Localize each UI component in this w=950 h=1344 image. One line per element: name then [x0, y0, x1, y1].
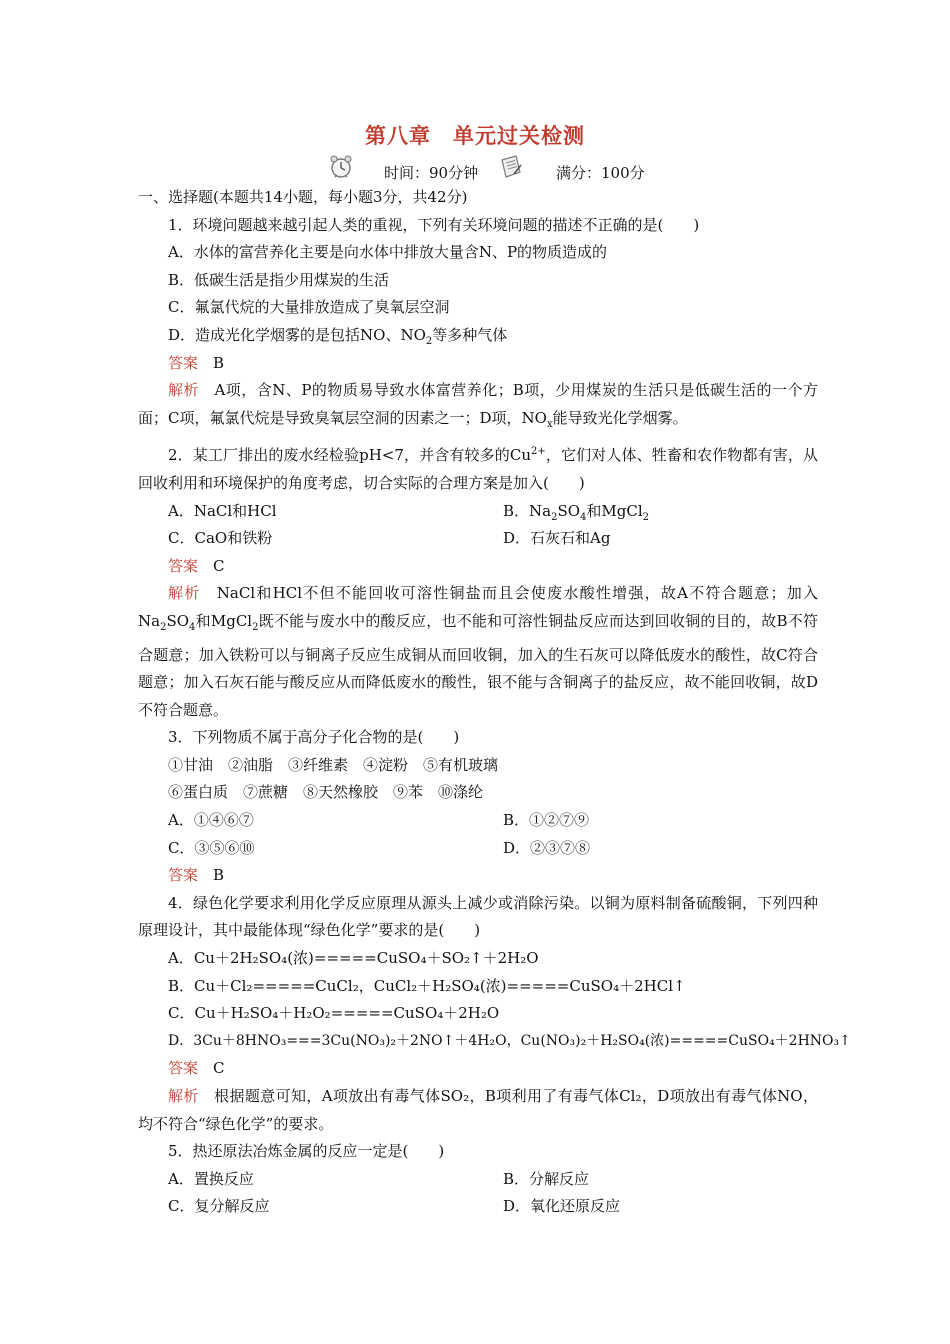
- question-3-options-cd: [138, 835, 818, 863]
- question-3-options-ab: [138, 807, 818, 835]
- question-1-option-c: C．氟氯代烷的大量排放造成了臭氧层空洞: [168, 298, 450, 317]
- question-4-answer: 答案 C: [168, 1059, 225, 1078]
- question-1-answer: 答案 B: [168, 353, 225, 372]
- full-score: 满分：100分: [556, 164, 645, 182]
- question-5-options-ab: [138, 1166, 818, 1194]
- answer-label: 答案: [168, 556, 199, 575]
- question-5-option-d: D．氧化还原反应: [503, 1197, 621, 1216]
- question-3-list-2: ⑥蛋白质 ⑦蔗糖 ⑧天然橡胶 ⑨苯 ⑩涤纶: [168, 783, 484, 802]
- question-2-option-c: C．CaO和铁粉: [168, 529, 273, 548]
- question-5-stem: 5．热还原法冶炼金属的反应一定是( ): [168, 1142, 445, 1161]
- question-2-option-a: A．NaCl和HCl: [168, 501, 277, 520]
- answer-label: 答案: [168, 1059, 199, 1078]
- time-limit: 时间：90分钟: [384, 164, 479, 182]
- exam-meta: [328, 158, 668, 184]
- question-3-option-c: C．③⑤⑥⑩: [168, 838, 255, 857]
- question-1-explanation: 解析 A项，含N、P的物质易导致水体富营养化；B项，少用煤炭的生活只是低碳生活的一个方面；C项，氟氯代烷是导致臭氧层空洞的因素之一；D项，$NO_x$能导致光化学烟雾。: [138, 381, 818, 430]
- question-3-list-1: ①甘油 ②油脂 ③纤维素 ④淀粉 ⑤有机玻璃: [168, 755, 499, 774]
- question-1-option-d: D．造成光化学烟雾的是包括NO、$NO_2$等多种气体: [168, 325, 508, 347]
- question-3-option-b: B．①②⑦⑨: [503, 811, 590, 830]
- question-5-option-c: C．复分解反应: [168, 1197, 270, 1216]
- question-body: [138, 184, 851, 1221]
- question-2-explanation: 解析 NaCl和HCl不但不能回收可溶性铜盐而且会使废水酸性增强，故A不符合题意；加入$Na_2SO_4$和MgCl$_2$既不能与废水中的酸反应，也不能和可溶性铜盐反应而达到回收铜的目的，故B不符合题意；加入铁粉可以与铜离子反应生成铜从而回收铜，加入的生石灰可以降低废水的酸性，故C符合题意；加入石灰石能与酸反应从而降低废水的酸性，银不能与含铜离子的盐反应，故不能回收铜，故D不符合题意。: [138, 584, 818, 719]
- question-5-options-cd: [138, 1193, 818, 1221]
- page-title: 第八章 单元过关检测: [365, 124, 585, 148]
- question-5-option-a: A．置换反应: [168, 1169, 254, 1188]
- question-4-stem: 4．绿色化学要求利用化学反应原理从源头上减少或消除污染。以铜为原料制备硫酸铜，下列四种原理设计，其中最能体现“绿色化学”要求的是( ): [138, 893, 818, 940]
- question-4-option-d: D．3Cu＋8HNO₃===3Cu(NO₃)₂＋2NO↑＋4H₂O，Cu(NO₃)₂＋H₂SO₄(浓)=====CuSO₄＋2HNO₃↑: [168, 1032, 851, 1049]
- explanation-label: 解析: [168, 381, 199, 400]
- question-1-option-b: B．低碳生活是指少用煤炭的生活: [168, 270, 390, 289]
- answer-label: 答案: [168, 353, 199, 372]
- alarm-clock-icon: [328, 154, 354, 180]
- question-3-stem: 3．下列物质不属于高分子化合物的是( ): [168, 728, 460, 747]
- question-4-option-a: A．Cu＋2H₂SO₄(浓)=====CuSO₄＋SO₂↑＋2H₂O: [168, 949, 539, 968]
- question-4-explanation: 解析 根据题意可知，A项放出有毒气体SO₂，B项利用了有毒气体Cl₂，D项放出有毒气体NO，均不符合“绿色化学”的要求。: [138, 1087, 818, 1133]
- explanation-label: 解析: [168, 1087, 199, 1105]
- question-2-answer: 答案 C: [168, 556, 225, 575]
- section-heading: 一、选择题(本题共14小题，每小题3分，共42分): [138, 188, 468, 206]
- question-2-options-ab: [138, 498, 818, 526]
- question-2-option-b: B．$Na_2SO_4$和MgCl$_2$: [503, 501, 650, 523]
- question-4-option-b: B．Cu＋Cl₂=====CuCl₂，CuCl₂＋H₂SO₄(浓)=====CuSO₄＋2HCl↑: [168, 976, 686, 995]
- question-4-option-c: C．Cu＋H₂SO₄＋H₂O₂=====CuSO₄＋2H₂O: [168, 1004, 500, 1023]
- question-1-option-a: A．水体的富营养化主要是向水体中排放大量含N、P的物质造成的: [168, 243, 608, 262]
- question-2-stem: 2．某工厂排出的废水经检验pH<7，并含有较多的$Cu^{2+}$，它们对人体、牲畜和农作物都有害，从回收利用和环境保护的角度考虑，切合实际的合理方案是加入( ): [138, 446, 818, 492]
- question-2-options-cd: [138, 525, 818, 553]
- question-3-answer: 答案 B: [168, 866, 225, 885]
- answer-label: 答案: [168, 866, 199, 885]
- exam-paper-icon: [498, 154, 524, 180]
- question-5-option-b: B．分解反应: [503, 1169, 590, 1188]
- explanation-label: 解析: [168, 584, 201, 603]
- question-2-option-d: D．石灰石和Ag: [503, 529, 611, 548]
- question-3-option-a: A．①④⑥⑦: [168, 811, 254, 830]
- question-1-stem: 1．环境问题越来越引起人类的重视，下列有关环境问题的描述不正确的是( ): [168, 215, 700, 234]
- question-3-option-d: D．②③⑦⑧: [503, 838, 591, 857]
